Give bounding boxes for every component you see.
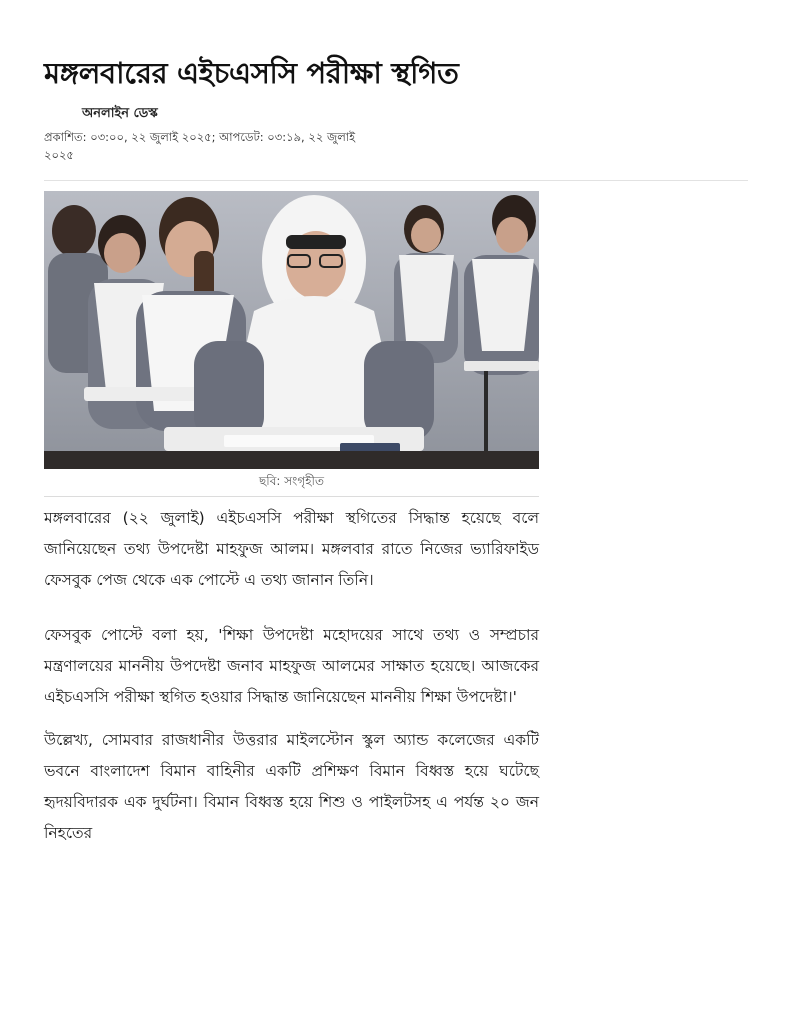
article-dateline: প্রকাশিত: ০৩:০০, ২২ জুলাই ২০২৫; আপডেট: ০৩:১৯, ২২ জুলাই ২০২৫ — [44, 130, 356, 162]
exam-hall-photo — [44, 191, 539, 469]
article-paragraph: উল্লেখ্য, সোমবার রাজধানীর উত্তরার মাইলস্টোন স্কুল অ্যান্ড কলেজের একটি ভবনে বাংলাদেশ বিমান বাহিনীর একটি প্রশিক্ষণ বিমান বিধ্বস্ত হয়ে ঘটেছে হৃদয়বিদারক এক দুর্ঘটনা। বিমান বিধ্বস্ত হয়ে শিশু ও পাইলটসহ এ পর্যন্ত ২০ জন নিহতের — [44, 731, 539, 842]
article-byline[interactable]: অনলাইন ডেস্ক — [82, 106, 158, 121]
article-paragraph: মঙ্গলবারের (২২ জুলাই) এইচএসসি পরীক্ষা স্থগিতের সিদ্ধান্ত হয়েছে বলে জানিয়েছেন তথ্য উপদেষ্টা মাহফুজ আলম। মঙ্গলবার রাতে নিজের ভ্যারিফাইড ফেসবুক পেজ থেকে এক পোস্টে এ তথ্য জানান তিনি। — [44, 509, 539, 589]
header-divider — [44, 180, 748, 181]
caption-divider — [44, 496, 539, 497]
photo-caption: ছবি: সংগৃহীত — [259, 474, 324, 488]
article-headline: মঙ্গলবারের এইচএসসি পরীক্ষা স্থগিত — [44, 56, 459, 90]
article-paragraph: ফেসবুক পোস্টে বলা হয়, 'শিক্ষা উপদেষ্টা মহোদয়ের সাথে তথ্য ও সম্প্রচার মন্ত্রণালয়ের মাননীয় উপদেষ্টা জনাব মাহফুজ আলমের সাক্ষাত হয়েছে। আজকের এইচএসসি পরীক্ষা স্থগিত হওয়ার সিদ্ধান্ত জানিয়েছেন মাননীয় শিক্ষা উপদেষ্টা।' — [44, 626, 539, 706]
article-body — [44, 503, 539, 849]
article-photo — [44, 191, 539, 469]
article — [44, 0, 748, 861]
